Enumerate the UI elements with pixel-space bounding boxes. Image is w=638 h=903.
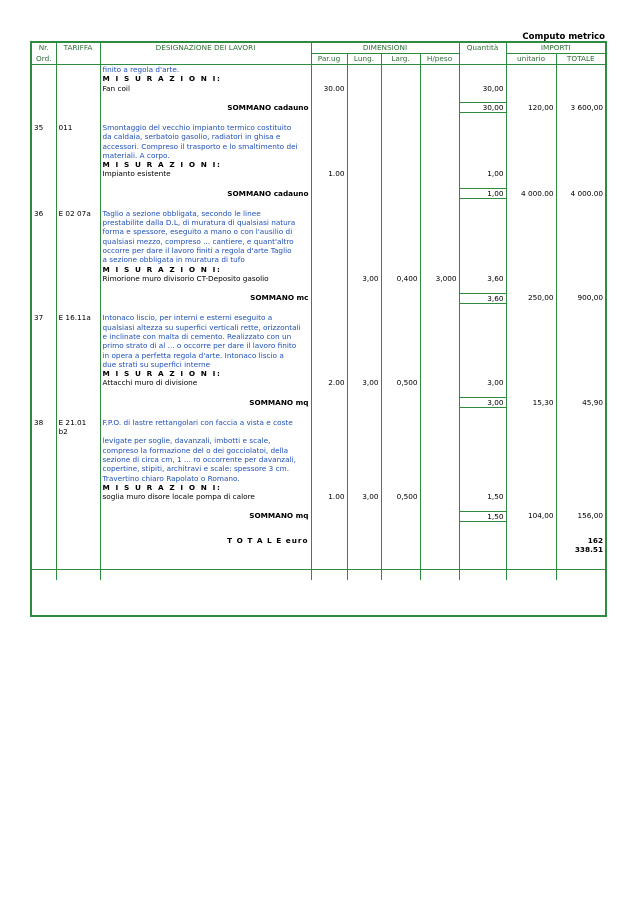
item-tariffa: E 16.11a (56, 313, 100, 322)
misurazioni-label: M I S U R A Z I O N I: (100, 483, 311, 492)
sommano-quantity: 3,00 (459, 398, 506, 408)
sommano-quantity: 1,00 (459, 189, 506, 199)
item-description: prestabilite dalla D.L, di muratura di qualsiasi natura (100, 218, 311, 227)
larg-value: 0,400 (381, 274, 420, 283)
quantity-value: 3,00 (459, 378, 506, 387)
table-row (32, 464, 605, 473)
item-tariffa: E 02 07a (56, 209, 100, 218)
table-row (32, 483, 605, 492)
table-row (32, 369, 605, 378)
table-row (32, 65, 605, 75)
header-tariffa: TARIFFA (56, 43, 100, 65)
sommano-label: SOMMANO mc (100, 293, 311, 303)
sommano-total: 3 600,00 (556, 103, 605, 113)
sommano-label: SOMMANO mq (100, 511, 311, 521)
hpeso-value (420, 492, 459, 501)
sommano-unit-price: 4 000.00 (506, 189, 556, 199)
table-row (32, 169, 605, 178)
parug-value: 2.00 (311, 378, 347, 387)
sommano-unit-price: 15,30 (506, 398, 556, 408)
sommano-unit-price: 104,00 (506, 511, 556, 521)
sommano-label: SOMMANO cadauno (100, 189, 311, 199)
item-description: a sezione obbligata in muratura di tufo (100, 255, 311, 264)
measurement-label: Fan coil (100, 84, 311, 93)
totale-row (32, 536, 605, 555)
header-dimensioni: DIMENSIONI (311, 43, 459, 54)
item-description: levigate per soglie, davanzali, imbotti e scale, (100, 436, 311, 445)
sommano-row (32, 511, 605, 521)
larg-value: 0,500 (381, 378, 420, 387)
table-row (32, 332, 605, 341)
item-tariffa: E 21.01 b2 (56, 418, 100, 437)
table-row (32, 84, 605, 93)
sommano-row (32, 189, 605, 199)
table-row (32, 237, 605, 246)
parug-value: 30.00 (311, 84, 347, 93)
table-row (32, 255, 605, 264)
misurazioni-label: M I S U R A Z I O N I: (100, 369, 311, 378)
larg-value (381, 169, 420, 178)
table-row (32, 378, 605, 387)
sommano-row (32, 103, 605, 113)
sommano-quantity: 3,60 (459, 293, 506, 303)
sommano-unit-price: 120,00 (506, 103, 556, 113)
sommano-total: 900,00 (556, 293, 605, 303)
lung-value: 3,00 (347, 378, 381, 387)
header-ord: Ord. (32, 54, 56, 65)
item-description: in opera a perfetta regola d'arte. Intonaco liscio a (100, 351, 311, 360)
table-footer-row (32, 570, 605, 581)
measurement-label: soglia muro disore locale pompa di calore (100, 492, 311, 501)
table-row (32, 209, 605, 218)
quantity-value: 30,00 (459, 84, 506, 93)
table-row (32, 265, 605, 274)
item-description: Intonaco liscio, per interni e esterni eseguito a (100, 313, 311, 322)
table-row (32, 246, 605, 255)
table-row (32, 132, 605, 141)
table-row (32, 218, 605, 227)
table-row (32, 351, 605, 360)
table-row (32, 313, 605, 322)
sommano-quantity: 1,50 (459, 511, 506, 521)
parug-value: 1.00 (311, 492, 347, 501)
item-description: finito a regola d'arte. (100, 65, 311, 75)
measurement-label: Impianto esistente (100, 169, 311, 178)
item-description: Taglio a sezione obbligata, secondo le linee (100, 209, 311, 218)
item-description: Travertino chiaro Rapolato o Romano. (100, 474, 311, 483)
item-description: Smontaggio del vecchio impianto termico costituito (100, 123, 311, 132)
parug-value (311, 274, 347, 283)
item-description: compreso la formazione del o dei gocciolatoi, della (100, 446, 311, 455)
table-row (32, 474, 605, 483)
lung-value: 3,00 (347, 492, 381, 501)
totale-label: T O T A L E euro (100, 536, 311, 555)
item-number: 35 (34, 122, 44, 132)
sommano-quantity: 30,00 (459, 103, 506, 113)
sommano-unit-price: 250,00 (506, 293, 556, 303)
larg-value: 0,500 (381, 492, 420, 501)
item-description: accessori. Compreso il trasporto e lo smaltimento dei (100, 142, 311, 151)
item-description: F.P.O. di lastre rettangolari con faccia a vista e coste (100, 418, 311, 437)
hpeso-value: 3,000 (420, 274, 459, 283)
item-description: e inclinate con malta di cemento. Realizzato con un (100, 332, 311, 341)
table-row (32, 360, 605, 369)
header-unitario: unitario (506, 54, 556, 65)
measurement-label: Rimorione muro divisorio CT-Deposito gasolio (100, 274, 311, 283)
hpeso-value (420, 169, 459, 178)
misurazioni-label: M I S U R A Z I O N I: (100, 160, 311, 169)
item-description: sezione di circa cm, 1 ... ro occorrente per davanzali, (100, 455, 311, 464)
table-row (32, 341, 605, 350)
table-row (32, 323, 605, 332)
computo-table (32, 43, 605, 580)
header-lung: Lung. (347, 54, 381, 65)
table-row (32, 142, 605, 151)
item-description: due strati su superfici interne (100, 360, 311, 369)
misurazioni-label: M I S U R A Z I O N I: (100, 74, 311, 83)
item-number: 36 (34, 208, 44, 218)
item-description: qualsiasi mezzo, compreso ... cantiere, e quant'altro (100, 237, 311, 246)
sommano-label: SOMMANO cadauno (100, 103, 311, 113)
header-totale: TOTALE (556, 54, 605, 65)
header-importi: IMPORTI (506, 43, 605, 54)
table-row (32, 418, 605, 437)
table-row (32, 492, 605, 501)
lung-value: 3,00 (347, 274, 381, 283)
table-row (32, 227, 605, 236)
sommano-total: 156,00 (556, 511, 605, 521)
quantity-value: 1,50 (459, 492, 506, 501)
quantity-value: 3,60 (459, 274, 506, 283)
lung-value (347, 169, 381, 178)
header-quantita: Quantità (459, 43, 506, 65)
table-row (32, 455, 605, 464)
hpeso-value (420, 378, 459, 387)
sommano-label: SOMMANO mq (100, 398, 311, 408)
item-description: occorre per dare il lavoro finiti a regola d'arte Taglio (100, 246, 311, 255)
table-row (32, 436, 605, 445)
computo-table-frame (30, 41, 607, 617)
item-description: forma e spessore, eseguito a mano o con l'ausilio di (100, 227, 311, 236)
header-nr: Nr. (38, 43, 49, 52)
header-parug: Par.ug (311, 54, 347, 65)
table-body (32, 65, 605, 581)
header-designazione: DESIGNAZIONE DEI LAVORI (100, 43, 311, 65)
misurazioni-label: M I S U R A Z I O N I: (100, 265, 311, 274)
sommano-total: 4 000.00 (556, 189, 605, 199)
table-row (32, 151, 605, 160)
table-row (32, 74, 605, 83)
table-row (32, 123, 605, 132)
table-row (32, 274, 605, 283)
item-description: copertine, stipiti, architravi e scale: spessore 3 cm. (100, 464, 311, 473)
sommano-row (32, 293, 605, 303)
item-description: da caldaia, serbatoio gasolio, radiatori in ghisa e (100, 132, 311, 141)
totale-value: 162 338.51 (556, 536, 605, 555)
table-row (32, 160, 605, 169)
document-title: Computo metrico (522, 32, 605, 42)
item-tariffa: 011 (56, 123, 100, 132)
table-row (32, 446, 605, 455)
sommano-row (32, 398, 605, 408)
header-larg: Larg. (381, 54, 420, 65)
item-number: 37 (34, 313, 44, 323)
parug-value: 1.00 (311, 169, 347, 178)
item-description: qualsiasi altezza su superfici verticali rette, orizzontali (100, 323, 311, 332)
measurement-label: Attacchi muro di divisione (100, 378, 311, 387)
sommano-total: 45,90 (556, 398, 605, 408)
item-number: 38 (34, 417, 44, 427)
item-description: materiali. A corpo. (100, 151, 311, 160)
header-hpeso: H/peso (420, 54, 459, 65)
quantity-value: 1,00 (459, 169, 506, 178)
item-description: primo strato di al ... o occorre per dare il lavoro finito (100, 341, 311, 350)
